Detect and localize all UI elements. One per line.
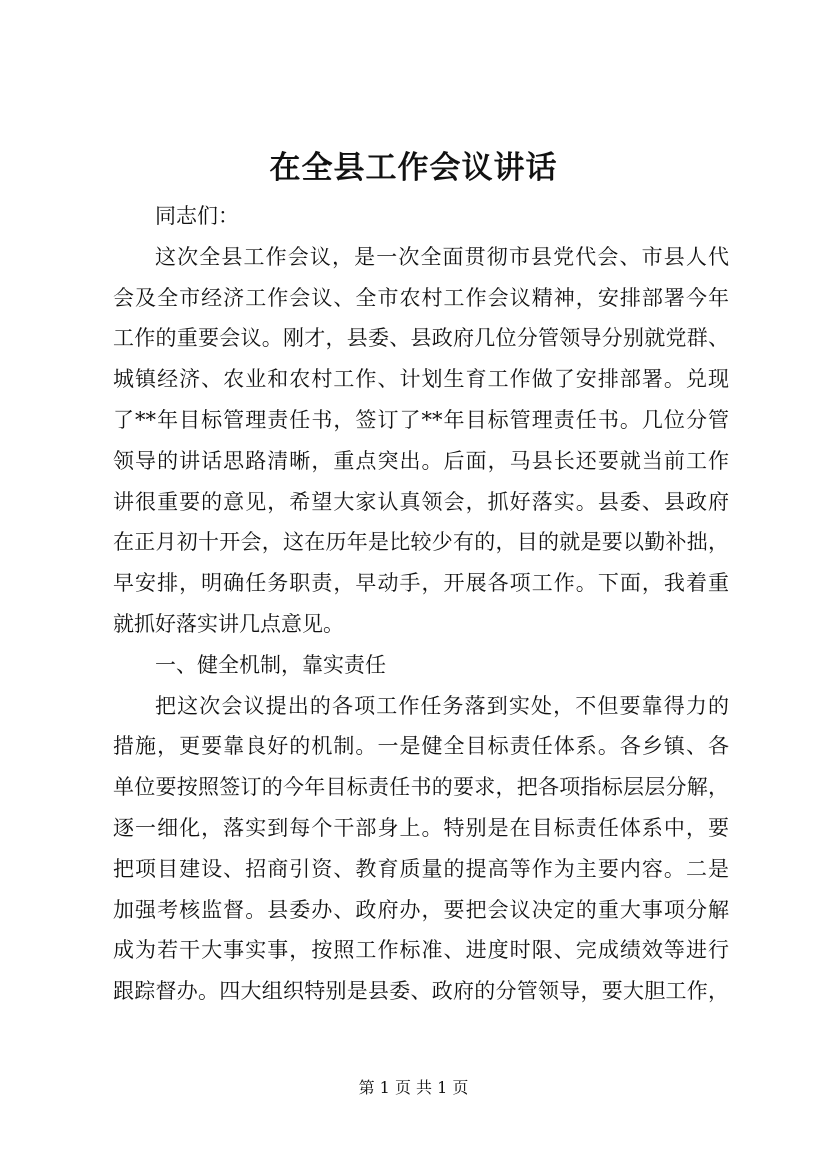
document-title: 在全县工作会议讲话 — [269, 150, 558, 186]
body-line: 把项目建设、招商引资、教育质量的提高等作为主要内容。二是 — [113, 856, 729, 881]
body-line: 早安排，明确任务职责，早动手，开展各项工作。下面，我着重 — [113, 571, 729, 596]
body-line: 把这次会议提出的各项工作任务落到实处，不但要靠得力的 — [155, 693, 729, 718]
body-line: 领导的讲话思路清晰，重点突出。后面，马县长还要就当前工作 — [113, 448, 729, 473]
body-line: 成为若干大事实事，按照工作标准、进度时限、完成绩效等进行 — [113, 938, 729, 963]
body-line: 讲很重要的意见，希望大家认真领会，抓好落实。县委、县政府 — [113, 489, 729, 514]
body-line: 措施，更要靠良好的机制。一是健全目标责任体系。各乡镇、各 — [113, 734, 729, 759]
body-line: 这次全县工作会议，是一次全面贯彻市县党代会、市县人代 — [155, 244, 729, 269]
body-line: 了**年目标管理责任书，签订了**年目标管理责任书。几位分管 — [113, 407, 729, 432]
section-heading: 一、健全机制，靠实责任 — [155, 652, 386, 677]
body-line: 跟踪督办。四大组织特别是县委、政府的分管领导，要大胆工作， — [113, 979, 729, 1004]
body-line: 加强考核监督。县委办、政府办，要把会议决定的重大事项分解 — [113, 897, 729, 922]
salutation-line: 同志们： — [155, 204, 239, 228]
body-line: 在正月初十开会，这在历年是比较少有的，目的就是要以勤补拙， — [113, 530, 729, 555]
body-line: 会及全市经济工作会议、全市农村工作会议精神，安排部署今年 — [113, 285, 729, 310]
body-line: 逐一细化，落实到每个干部身上。特别是在目标责任体系中，要 — [113, 815, 729, 840]
page-number-footer: 第 1 页 共 1 页 — [358, 1078, 469, 1097]
body-line: 单位要按照签订的今年目标责任书的要求，把各项指标层层分解， — [113, 775, 729, 800]
body-line: 就抓好落实讲几点意见。 — [113, 611, 344, 636]
body-line: 工作的重要会议。刚才，县委、县政府几位分管领导分别就党群、 — [113, 326, 729, 351]
document-body — [113, 196, 729, 1012]
body-line: 城镇经济、农业和农村工作、计划生育工作做了安排部署。兑现 — [113, 367, 729, 392]
